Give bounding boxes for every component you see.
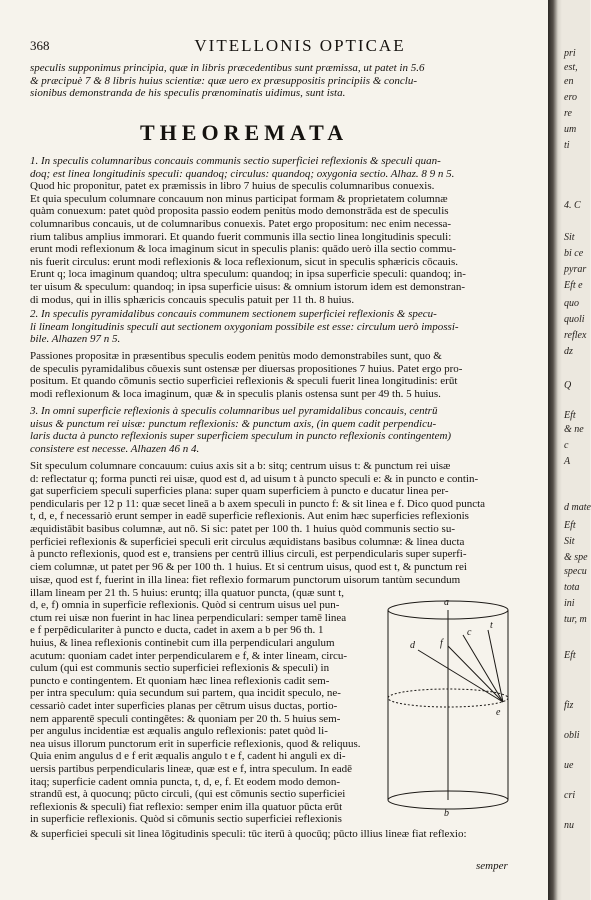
text-line: huius, & linea reflexionis continebit cum illa perpendiculari angulum [30,636,335,649]
facing-page-fragment: bi ce [564,248,584,259]
text-line: ciem columnæ, ut patet per 96 & per 100 th. 1 huius. Et si centrum uisus, quod est t, & punctum rei [30,560,467,573]
facing-page-fragment: ini [564,598,575,609]
page-header [30,36,530,56]
facing-page-fragment: tur, m [564,614,587,625]
facing-page-fragment: & spe [564,552,588,563]
theorem-heading: THEOREMATA [140,120,349,145]
proposition-line: bile. Alhazen 97 n 5. [30,333,121,346]
facing-page-fragment: tota [564,582,580,593]
text-line: quàm conuexum: patet quòd proposita passio eodem penitùs modo demonstrāda est de speculis [30,205,449,218]
text-line: Et quia speculum columnare concauum non minus participat formam & proprietatem columnæ [30,192,448,205]
running-title: VITELLONIS OPTICAE [194,36,406,55]
facing-page-fragment: c [564,440,569,451]
facing-page-fragment: est, [564,62,578,73]
facing-page-fragment: Sit [564,536,575,547]
facing-page-fragment: reflex [564,330,587,341]
figure-label: t [490,620,493,631]
proposition-line: 2. In speculis pyramidalibus concauis communem sectionem superficiei reflexionis & specu- [30,308,437,320]
text-line: Quod hic proponitur, patet ex præmissis in libro 7 huius de speculis columnaribus conuexis. [30,180,435,193]
text-line: columnaribus concauis, ut de columnaribus conuexis. Patet ergo propositum: nec enim necessa- [30,217,452,230]
text-line: in superficie reflexionis. Quòd si cōmunis sectio superficiei reflexionis [30,813,342,826]
text-line: perficiei reflexionis & superficiei speculi erit circulus æquidistans basibus columnæ: & linea ducta [30,535,465,548]
facing-page-fragment: 4. C [564,200,581,211]
text-line: de speculis pyramidalibus cōuexis sunt ostensæ per diuersas propositiones 7 huius. Patet ergo pro- [30,362,463,375]
facing-page-fragment: um [564,124,577,135]
text-line: Quia enim angulus d e f erit æqualis angulo t e f, cadent hi anguli ex di- [30,750,346,763]
facing-page-fragment: Eft [564,520,576,531]
text-line: ctum rei uisæ non fuerint in hac linea perpendiculari: semper tamē linea [30,611,347,624]
text-line: gat superficiem speculi superficies plana: super quam superficiem à puncto e ducatur linea per- [30,485,449,498]
text-line: itaq; superficie cadent omnia puncta, t, d, e, f. Et eodem modo demon- [30,775,341,788]
section-3-body-end [30,828,525,841]
text-line: & præcipuè 7 & 8 libris huius scientiæ: quæ uero ex præsuppositis principiis & conclu- [30,74,418,87]
facing-page-fragment: Eft [564,410,576,421]
figure-label: f [440,638,443,649]
text-line: à puncto reflexionis, quod est e, transiens per centrū illius circuli, est perpendicularis super superfi- [30,548,467,561]
intro-paragraph [30,62,525,100]
text-line: acutum: quoniam cadet inter perpendicularem e f, & inter lineam, circu- [30,649,348,662]
text-line: d, e, f) omnia in superficie reflexionis. Quòd si centrum uisus uel pun- [30,599,340,612]
proposition-line: 1. In speculis columnaribus concauis communis sectio superficiei reflexionis & speculi quan- [30,155,441,167]
catchword: semper [476,860,508,872]
text-line: e f perpēdiculariter à puncto e ducta, cadet in axem a b per 96 th. 1 [30,624,324,637]
facing-page-fragment: cri [564,790,576,801]
text-line: Erunt q; loca imaginum quandoq; ultra speculum: quandoq; in ipsa superficie speculi: quandoq; in- [30,268,466,281]
facing-page-fragment: obli [564,730,580,741]
facing-page-fragment: dz [564,346,573,357]
section-3-body [30,460,525,573]
proposition-line: consistere est necesse. Alhazen 46 n 4. [30,442,200,455]
page-number: 368 [30,38,50,53]
text-line: positum. Et quando cōmunis sectio superficiei reflexionis & speculi fuerit linea longitudinis: erūt [30,375,458,388]
facing-page-fragment: Sit [564,232,575,243]
facing-page-fragment: re [564,108,572,119]
text-line: speculis supponimus principia, quæ in libris præcedentibus sunt præmissa, ut patet in 5.6 [30,62,425,74]
proposition-line: uisus & punctum rei uisæ: punctum reflexionis: & punctum axis, (in quem cadit perpendicu- [30,417,437,430]
facing-page-fragment: d mate [564,502,591,513]
incident-ray [418,650,503,702]
text-line: nea uisus illorum punctorum erit in superficie reflexionis, quod & reliquus. [30,737,361,750]
facing-page-edge [548,0,590,900]
section-3-body-narrow [30,574,461,826]
text-line: rium talibus amplius immorari. Et quando fuerit communis illa sectio linea longitudinis speculi: [30,230,452,243]
section-2-proposition [30,308,525,346]
reflected-ray [488,630,503,702]
text-line: per intra speculum: quia secundum sui partem, qua incidit speculo, ne- [30,687,341,700]
text-line: cessariò cadet inter superficies planas per cētrum uisus ductas, portio- [30,699,338,712]
text-line: puncto e contingentem. Et quoniam hæc linea reflexionis cadit sem- [30,674,330,687]
figure-label: d [410,640,415,651]
figure-label: a [444,597,449,608]
text-line: & superficiei speculi sit linea lōgitudinis speculi: tūc iterū à quocūq; pūcto illius lineæ fiat reflexio: [30,828,467,840]
text-line: nem apparentē speculi contingētes: & quoniam per 20 th. 5 huius sem- [30,712,341,725]
proposition-line: 3. In omni superficie reflexionis à speculis columnaribus uel pyramidalibus concauis, centrū [30,405,438,417]
section-2-body [30,350,525,400]
facing-page-fragment: pyrar [564,264,587,275]
facing-page-fragment: Eft [564,650,576,661]
text-line: d: reflectatur q; forma puncti rei uisæ, quod est d, ad uisum t à puncto speculi e: & in puncto e contin- [30,472,479,485]
facing-page-fragment: A [564,456,571,467]
text-line: modi reflexionum & loca imaginum, quæ & in speculis planis ostensa sunt per 49 th. 5 huius. [30,387,441,400]
facing-page-fragment: & ne [564,424,584,435]
text-line: Passiones propositæ in præsentibus speculis eodem penitùs modo demonstrabiles sunt, quo & [30,350,442,362]
text-line: nis fuerit circulus: erunt modi reflexionis & loca reflexionum, sicut in speculis sphæricis cōcauis. [30,255,458,268]
facing-page-fragment: quoli [564,314,585,325]
facing-page-fragment: quo [564,298,579,309]
text-line: uisæ, quod est f, fuerint in illa linea: fiet reflexio formarum punctorum uisorum tantùm secundum [30,574,461,586]
perpendicular-ef [448,646,503,702]
facing-page-fragment: ue [564,760,574,771]
figure-label: b [444,808,449,819]
text-line: reflexionis & speculi) fiat reflexio: semper enim illa quatuor pūcta erūt [30,800,343,813]
section-1 [30,155,525,306]
text-line: æquidistābit basibus columnæ, aut nō. Si sic: patet per 100 th. 1 huius quòd communis sectio su- [30,522,455,535]
figure-label: e [496,707,501,718]
facing-page-fragment: en [564,76,574,87]
facing-page-fragment: specu [564,566,587,577]
text-line: t, d, e, f necessariò erunt semper in eadē superficie reflexionis. Aut enim hæc superficies reflexionis [30,510,469,523]
text-line: erunt modi reflexionum & loca imaginum sicut in speculis planis: quādo uerò illa sectio commu- [30,243,456,256]
text-line: di modus, qui in illis sphæricis concauis speculis patuit per 11 th. 8 huius. [30,293,355,306]
text-line: per angulus incidentiæ est æqualis angulo reflexionis: patet quòd li- [30,725,328,738]
section-3-proposition [30,405,525,455]
text-line: culum (qui est communis sectio superficiei reflexionis & speculi) in [30,662,330,675]
text-line: sionibus demonstranda de his speculis prænominatis uidimus, sunt ista. [30,87,346,100]
facing-page-fragment: nu [564,820,574,831]
facing-page-fragment: Eft e [564,280,583,291]
facing-page-fragment: fiz [564,700,574,711]
ray-c [463,635,503,702]
cylinder-mirror-diagram [378,590,523,820]
facing-page-fragment: pri [564,48,576,59]
proposition-line: li lineam longitudinis speculi aut sectionem oxygoniam possibile est esse: circulum uerò impossi- [30,320,459,333]
facing-page-fragment: ero [564,92,577,103]
proposition-line: doq; est linea longitudinis speculi: quandoq; circulus: quandoq; oxygonia sectio. Alhaz. 8 9 n 5. [30,167,455,180]
proposition-line: laris ducta à puncto reflexionis super superficiem speculum in puncto reflexionis contingentem) [30,430,452,443]
text-line: Sit speculum columnare concauum: cuius axis sit a b: sitq; centrum uisus t: & punctum rei uisæ [30,460,451,472]
figure-label: c [467,627,472,638]
text-line: illam lineam per 21 th. 5 huius: eruntq; illa quatuor puncta, (quæ sunt t, [30,586,345,599]
text-line: uersis partibus perpendicularis lineæ, quæ est e f, intra speculum. In eadē [30,762,352,775]
facing-page-fragment: ti [564,140,570,151]
facing-page-fragment: Q [564,380,572,391]
text-line: ter uisum & speculum: quandoq; in ipsa superficie uisus: & omnium istorum idem est demonstran- [30,280,466,293]
text-line: strandū est, à quocunq; pūcto circuli, (qui est cōmunis sectio superficiei [30,788,346,801]
text-line: pendicularis per 12 p 11: quæ secet lineā a b axem speculi in puncto f: & sit linea e f. Dico quod puncta [30,497,486,510]
